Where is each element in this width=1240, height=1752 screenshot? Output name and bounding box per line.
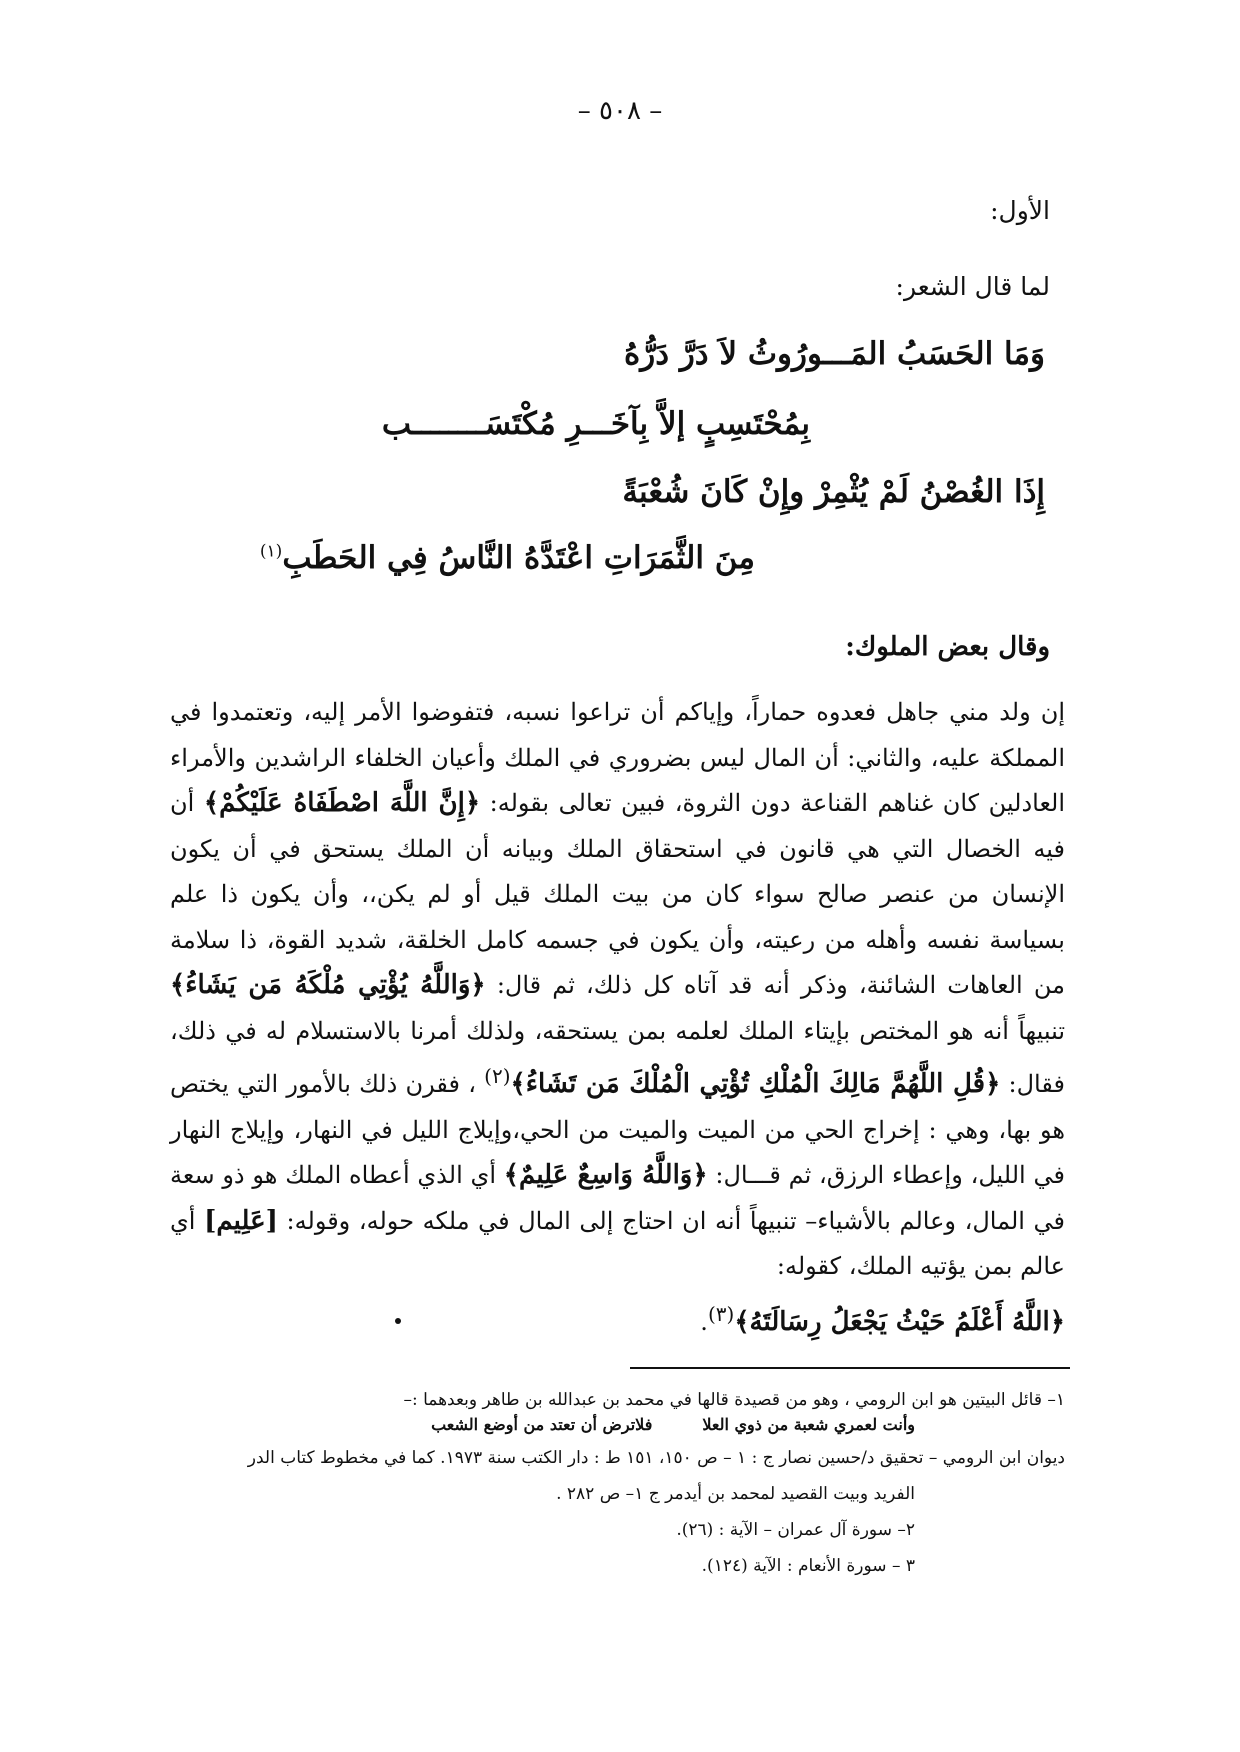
footnote-3: ٣ – سورة الأنعام : الآية (١٢٤). xyxy=(701,1556,915,1576)
heading-first: الأول: xyxy=(990,196,1050,225)
poem-verse-3: إِذَا الغُصْنُ لَمْ يُثْمِرْ وإِنْ كَانَ شُعْبَةً xyxy=(622,474,1045,510)
poem-verse-2: بِمُحْتَسِبٍ إلاَّ بِآخَـــرِ مُكْتَسَــــــــب xyxy=(381,406,810,442)
poem-verse-4 xyxy=(260,540,755,576)
quran-quote-4: ﴿وَاللَّهُ وَاسِعٌ عَلِيمٌ﴾ xyxy=(503,1160,708,1190)
section-heading: وقال بعض الملوك: xyxy=(845,632,1050,662)
footnote-marker-2: (٢) xyxy=(484,1064,511,1088)
footnotes xyxy=(135,1382,1065,1584)
poem-verse-4-text: مِنَ الثَّمَرَاتِ اعْتَدَّهُ النَّاسُ فِي الحَطَبِ xyxy=(282,540,755,576)
quran-quote-2: ﴿وَاللَّهُ يُؤْتِي مُلْكَهُ مَن يَشَاءُ﴾ xyxy=(170,970,486,1000)
stray-ink-dot xyxy=(395,1318,401,1324)
page-number: – ٥٠٨ – xyxy=(577,96,663,126)
footnote-marker-1: (١) xyxy=(259,541,283,562)
heading-poet-said: لما قال الشعر: xyxy=(895,272,1050,301)
body-paragraph xyxy=(170,690,1065,1345)
quran-quote-1: ﴿إِنَّ اللَّهَ اصْطَفَاهُ عَلَيْكُمْ﴾ xyxy=(203,788,481,818)
footnote-1-verse-second-half: فلاترض أن تعتد من أوضع الشعب xyxy=(431,1415,653,1434)
paragraph-end: . xyxy=(700,1307,708,1336)
quran-quote-5: [عَلِيم] xyxy=(204,1205,278,1236)
footnote-1-line-2: ديوان ابن الرومي – تحقيق د/حسين نصار ج : ١ – ص ١٥٠، ١٥١ ط : دار الكتب سنة ١٩٧٣. كما في مخطوط كتاب الدر xyxy=(247,1448,1065,1468)
footnote-2: ٢– سورة آل عمران – الآية : (٢٦). xyxy=(676,1520,915,1540)
quran-quote-6: ﴿اللَّهُ أَعْلَمُ حَيْثُ يَجْعَلُ رِسَالَتَهُ﴾ xyxy=(734,1306,1065,1337)
footnote-1-line-3: الفريد وبيت القصيد لمحمد بن أيدمر ج ١– ص ٢٨٢ . xyxy=(556,1484,915,1504)
footnote-1-line-1: ١– قائل البيتين هو ابن الرومي ، وهو من قصيدة قالها في محمد بن عبدالله بن طاهر وبعدهما :– xyxy=(403,1390,1065,1410)
paragraph-text-2: أن فيه الخصال التي هي قانون في استحقاق الملك وبيانه أن الملك يستحق في أن يكون الإنسان من عنصر صالح سواء كان من بيت الملك قيل أو لم يكن،، وأن يكون ذا علم بسياسة نفسه وأهله من رعيته، وأن يكون في جسمه كامل الخلقة، شديد القوة، ذا سلامة من العاهات الشائنة، وذكر أنه قد آتاه كل ذلك، ثم قال: xyxy=(170,789,1065,999)
paragraph-text-6: أي عالم بمن يؤتيه الملك، كقوله: xyxy=(170,1206,1065,1280)
footnote-marker-3: (٣) xyxy=(707,1301,735,1326)
paragraph-text-4: ، فقرن ذلك بالأمور التي يختص هو بها، وهي : إخراج الحي من الميت والميت من الحي،وإيلاج الليل في النهار، وإيلاج النهار في الليل، وإعطاء الرزق، ثم قـــال: xyxy=(170,1070,1065,1189)
paragraph-text-3: تنبيهاً أنه هو المختص بإيتاء الملك لعلمه بمن يستحقه، ولذلك أمرنا بالاستسلام له في ذلك، فقال: xyxy=(170,1016,1065,1098)
footnote-1-verse-first-half: وأنت لعمري شعبة من ذوي العلا xyxy=(702,1415,915,1434)
paragraph-text-1: إن ولد مني جاهل فعدوه حماراً، وإياكم أن تراعوا نسبه، فتفوضوا الأمر إليه، وتعتمدوا في المملكة عليه، والثاني: أن المال ليس بضروري في الملك وأعيان الخلفاء الراشدين والأمراء العادلين كان غناهم القناعة دون الثروة، فبين تعالى بقوله: xyxy=(170,698,1065,817)
paragraph-text-5: أي الذي أعطاه الملك هو ذو سعة في المال، وعالم بالأشياء– تنبيهاً أنه ان احتاج إلى المال في ملكه حوله، وقوله: xyxy=(170,1161,1065,1235)
quran-quote-3: ﴿قُلِ اللَّهُمَّ مَالِكَ الْمُلْكِ تُؤْتِي الْمُلْكَ مَن تَشَاءُ﴾ xyxy=(510,1069,1001,1099)
poem-verse-1: وَمَا الحَسَبُ المَـــورُوثُ لاَ دَرَّ دَرُّهُ xyxy=(624,336,1045,372)
footnote-separator xyxy=(630,1367,1070,1369)
